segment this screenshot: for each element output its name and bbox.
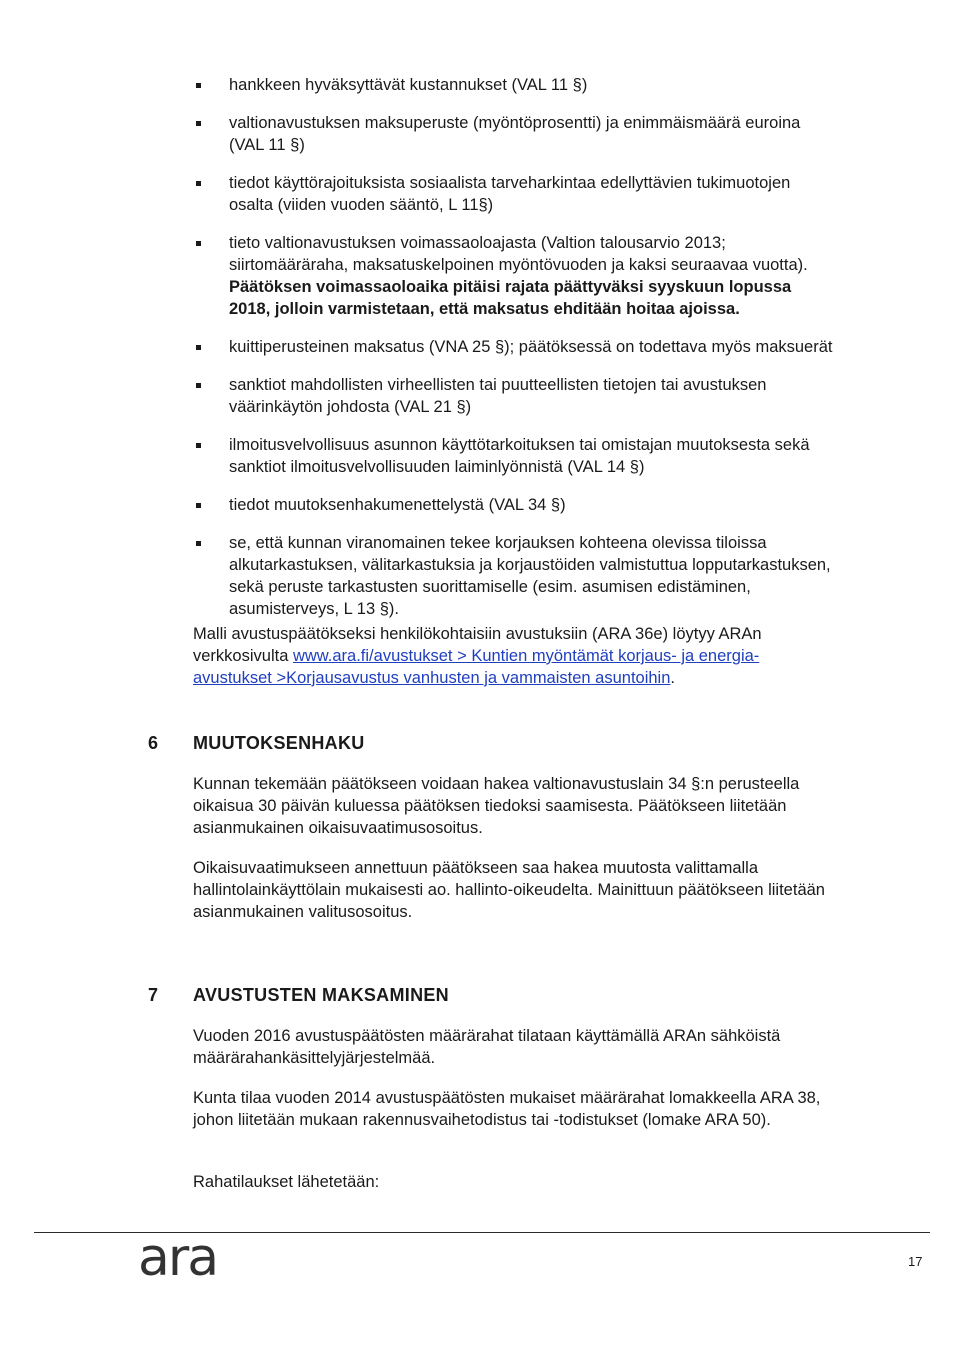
- list-item: se, että kunnan viranomainen tekee korjauksen kohteena olevissa tiloissa alkutarkastuksen, välitarkastuksia ja korjaustöiden valmistuttua lopputarkastuksen, sekä peruste tarkastusten suorittamiselle (esim. asumisen edistäminen, asumisterveys, L 13 §).: [193, 532, 833, 620]
- list-item: tieto valtionavustuksen voimassaoloajasta (Valtion talousarvio 2013; siirtomääräraha, maksatuskelpoinen myöntövuoden ja kaksi seuraavaa vuotta). Päätöksen voimassaoloaika pitäisi rajata päättyväksi syyskuun lopussa 2018, jolloin varmistetaan, että maksatus ehditään hoitaa ajoissa.: [193, 232, 833, 320]
- bullet-icon: [196, 345, 201, 350]
- bullet-icon: [196, 83, 201, 88]
- ara-logo: ara: [138, 1228, 218, 1288]
- bullet-icon: [196, 181, 201, 186]
- list-item: kuittiperusteinen maksatus (VNA 25 §); päätöksessä on todettava myös maksuerät: [193, 336, 833, 358]
- bullet-icon: [196, 121, 201, 126]
- list-item: tiedot käyttörajoituksista sosiaalista tarveharkintaa edellyttävien tukimuotojen osalta (viiden vuoden sääntö, L 11§): [193, 172, 833, 216]
- bullet-icon: [196, 443, 201, 448]
- emphasis-text: Päätöksen voimassaoloaika pitäisi rajata päättyväksi syyskuun lopussa 2018, jolloin varmistetaan, että maksatus ehditään hoitaa ajoissa.: [229, 278, 792, 318]
- list-item: hankkeen hyväksyttävät kustannukset (VAL 11 §): [193, 74, 833, 96]
- section-7-paragraph-2: Kunta tilaa vuoden 2014 avustuspäätösten mukaiset määrärahat lomakkeella ARA 38, johon liitetään mukaan rakennusvaihetodistus tai -todistukset (lomake ARA 50).: [193, 1089, 821, 1129]
- section-6-number: 6: [148, 733, 159, 753]
- bullet-icon: [196, 241, 201, 246]
- section-6-paragraph-2: Oikaisuvaatimukseen annettuun päätökseen saa hakea muutosta valittamalla hallintolainkäyttölain mukaisesti ao. hallinto-oikeudelta. Mainittuun päätökseen liitetään asianmukainen valitusosoitus.: [193, 859, 825, 921]
- bullet-icon: [196, 541, 201, 546]
- section-7-number: 7: [148, 985, 159, 1005]
- section-6-paragraph-1: Kunnan tekemään päätökseen voidaan hakea valtionavustuslain 34 §:n perusteella oikaisua 30 päivän kuluessa päätöksen tiedoksi saamisesta. Päätökseen liitetään asianmukainen oikaisuvaatimusosoitus.: [193, 775, 800, 837]
- page-number: 17: [908, 1254, 923, 1269]
- template-paragraph: Malli avustuspäätökseksi henkilökohtaisiin avustuksiin (ARA 36e) löytyy ARAn verkkosivulta www.ara.fi/avustukset > Kuntien myöntämät korjaus- ja energia-avustukset >Korjausavustus vanhusten ja vammaisten asuntoihin.: [193, 625, 762, 687]
- section-7-heading: AVUSTUSTEN MAKSAMINEN: [193, 985, 449, 1005]
- ara-link[interactable]: www.ara.fi/avustukset > Kuntien myöntämät korjaus- ja energia-avustukset >Korjausavustus vanhusten ja vammaisten asuntoihin: [193, 647, 760, 687]
- section-7-paragraph-1: Vuoden 2016 avustuspäätösten määrärahat tilataan käyttämällä ARAn sähköistä määrärahankäsittelyjärjestelmää.: [193, 1027, 781, 1067]
- bullet-icon: [196, 383, 201, 388]
- section-7-paragraph-3: Rahatilaukset lähetetään:: [193, 1173, 380, 1191]
- bullet-icon: [196, 503, 201, 508]
- list-item: valtionavustuksen maksuperuste (myöntöprosentti) ja enimmäismäärä euroina (VAL 11 §): [193, 112, 833, 156]
- list-item: ilmoitusvelvollisuus asunnon käyttötarkoituksen tai omistajan muutoksesta sekä sanktiot ilmoitusvelvollisuuden laiminlyönnistä (VAL 14 §): [193, 434, 833, 478]
- list-item: tiedot muutoksenhakumenettelystä (VAL 34 §): [193, 494, 833, 516]
- section-6-heading: MUUTOKSENHAKU: [193, 733, 365, 753]
- list-item: sanktiot mahdollisten virheellisten tai puutteellisten tietojen tai avustuksen väärinkäytön johdosta (VAL 21 §): [193, 374, 833, 418]
- requirements-list: [193, 74, 833, 636]
